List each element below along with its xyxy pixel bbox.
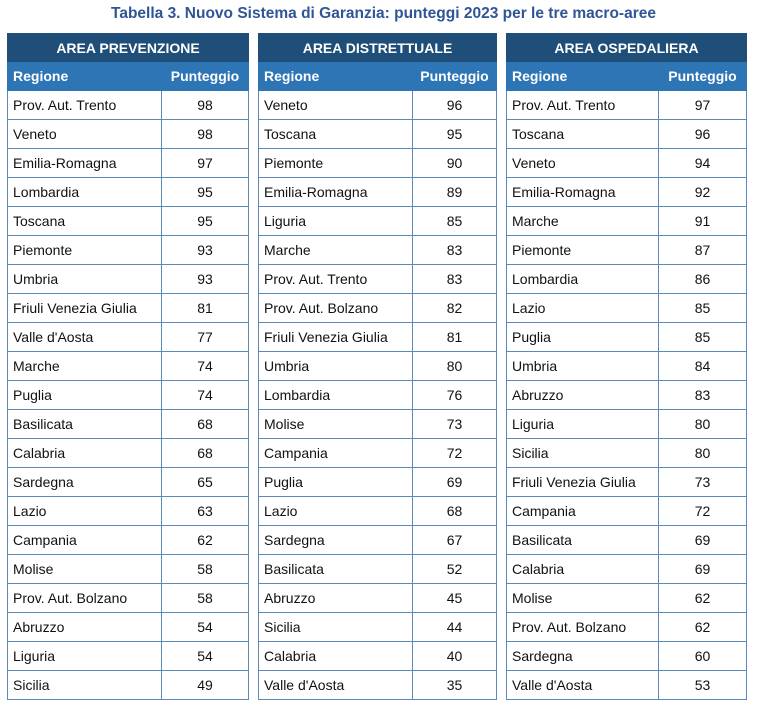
score-cell: 62 — [162, 526, 249, 555]
table-row — [8, 555, 249, 584]
score-cell: 85 — [659, 323, 747, 352]
region-cell: Umbria — [507, 352, 659, 381]
region-cell: Friuli Venezia Giulia — [507, 468, 659, 497]
region-cell: Marche — [8, 352, 162, 381]
region-cell: Veneto — [507, 149, 659, 178]
table-row — [259, 352, 497, 381]
table-row — [8, 526, 249, 555]
table-row — [259, 526, 497, 555]
region-cell: Liguria — [8, 642, 162, 671]
table-row — [507, 294, 747, 323]
table-row — [507, 207, 747, 236]
score-cell: 83 — [413, 265, 497, 294]
score-cell: 58 — [162, 555, 249, 584]
score-cell: 74 — [162, 381, 249, 410]
column-header-region: Regione — [507, 62, 659, 91]
score-cell: 90 — [413, 149, 497, 178]
region-cell: Basilicata — [507, 526, 659, 555]
table-row — [507, 613, 747, 642]
score-cell: 68 — [413, 497, 497, 526]
region-cell: Puglia — [8, 381, 162, 410]
score-cell: 81 — [413, 323, 497, 352]
score-cell: 98 — [162, 120, 249, 149]
region-cell: Sicilia — [8, 671, 162, 700]
region-cell: Sicilia — [259, 613, 413, 642]
score-cell: 52 — [413, 555, 497, 584]
table-row — [259, 613, 497, 642]
region-cell: Molise — [507, 584, 659, 613]
score-cell: 69 — [659, 526, 747, 555]
region-cell: Sicilia — [507, 439, 659, 468]
table-row — [259, 410, 497, 439]
table-row — [507, 236, 747, 265]
score-cell: 45 — [413, 584, 497, 613]
score-cell: 44 — [413, 613, 497, 642]
table-row — [8, 613, 249, 642]
score-cell: 93 — [162, 265, 249, 294]
table-row — [507, 91, 747, 120]
score-cell: 77 — [162, 323, 249, 352]
region-cell: Friuli Venezia Giulia — [259, 323, 413, 352]
table-row — [259, 439, 497, 468]
column-header-score: Punteggio — [659, 62, 747, 91]
table-row — [259, 120, 497, 149]
region-cell: Molise — [8, 555, 162, 584]
table-row — [8, 642, 249, 671]
score-cell: 73 — [413, 410, 497, 439]
column-header-score: Punteggio — [413, 62, 497, 91]
region-cell: Prov. Aut. Trento — [259, 265, 413, 294]
score-cell: 80 — [659, 410, 747, 439]
score-cell: 63 — [162, 497, 249, 526]
table-row — [507, 642, 747, 671]
region-cell: Basilicata — [8, 410, 162, 439]
region-cell: Molise — [259, 410, 413, 439]
score-cell: 87 — [659, 236, 747, 265]
table-row — [8, 91, 249, 120]
region-cell: Sardegna — [259, 526, 413, 555]
table-title: Tabella 3. Nuovo Sistema di Garanzia: punteggi 2023 per le tre macro-aree — [111, 5, 656, 22]
score-cell: 69 — [659, 555, 747, 584]
region-cell: Lazio — [507, 294, 659, 323]
score-cell: 91 — [659, 207, 747, 236]
table-row — [8, 294, 249, 323]
table-area-prevenzione — [7, 33, 249, 700]
table-row — [8, 323, 249, 352]
region-cell: Liguria — [259, 207, 413, 236]
score-cell: 69 — [413, 468, 497, 497]
table-row — [259, 265, 497, 294]
score-cell: 54 — [162, 613, 249, 642]
area-header: AREA DISTRETTUALE — [259, 34, 497, 62]
table-row — [507, 120, 747, 149]
table-row — [8, 265, 249, 294]
score-cell: 53 — [659, 671, 747, 700]
score-cell: 81 — [162, 294, 249, 323]
table-row — [507, 381, 747, 410]
region-cell: Valle d'Aosta — [507, 671, 659, 700]
region-cell: Marche — [259, 236, 413, 265]
region-cell: Basilicata — [259, 555, 413, 584]
region-cell: Umbria — [259, 352, 413, 381]
table-row — [8, 236, 249, 265]
table-row — [259, 294, 497, 323]
table-area-ospedaliera — [506, 33, 747, 700]
region-cell: Lombardia — [259, 381, 413, 410]
table-row — [507, 149, 747, 178]
score-cell: 60 — [659, 642, 747, 671]
score-cell: 95 — [162, 178, 249, 207]
table-row — [507, 671, 747, 700]
table-row — [8, 497, 249, 526]
column-header-score: Punteggio — [162, 62, 249, 91]
table-row — [507, 178, 747, 207]
table-row — [8, 207, 249, 236]
region-cell: Campania — [507, 497, 659, 526]
table-row — [507, 265, 747, 294]
table-row — [259, 497, 497, 526]
region-cell: Lombardia — [8, 178, 162, 207]
table-area-distrettuale — [258, 33, 497, 700]
score-cell: 85 — [413, 207, 497, 236]
region-cell: Lombardia — [507, 265, 659, 294]
table-row — [8, 671, 249, 700]
table-row — [259, 149, 497, 178]
score-cell: 67 — [413, 526, 497, 555]
area-header: AREA OSPEDALIERA — [507, 34, 747, 62]
region-cell: Sardegna — [8, 468, 162, 497]
score-cell: 80 — [659, 439, 747, 468]
table-row — [507, 439, 747, 468]
region-cell: Marche — [507, 207, 659, 236]
table-row — [259, 178, 497, 207]
score-cell: 96 — [659, 120, 747, 149]
score-cell: 49 — [162, 671, 249, 700]
table-row — [507, 584, 747, 613]
score-cell: 72 — [413, 439, 497, 468]
table-row — [259, 323, 497, 352]
score-cell: 84 — [659, 352, 747, 381]
region-cell: Friuli Venezia Giulia — [8, 294, 162, 323]
score-cell: 76 — [413, 381, 497, 410]
score-cell: 68 — [162, 410, 249, 439]
region-cell: Puglia — [507, 323, 659, 352]
table-row — [259, 468, 497, 497]
table-row — [507, 555, 747, 584]
table-row — [8, 468, 249, 497]
table-row — [259, 584, 497, 613]
score-cell: 65 — [162, 468, 249, 497]
region-cell: Abruzzo — [8, 613, 162, 642]
region-cell: Campania — [8, 526, 162, 555]
table-row — [8, 410, 249, 439]
table-row — [8, 584, 249, 613]
score-cell: 97 — [659, 91, 747, 120]
score-cell: 72 — [659, 497, 747, 526]
region-cell: Valle d'Aosta — [259, 671, 413, 700]
table-row — [8, 439, 249, 468]
region-cell: Piemonte — [8, 236, 162, 265]
region-cell: Veneto — [8, 120, 162, 149]
region-cell: Piemonte — [507, 236, 659, 265]
score-cell: 83 — [659, 381, 747, 410]
score-cell: 96 — [413, 91, 497, 120]
score-cell: 94 — [659, 149, 747, 178]
region-cell: Toscana — [8, 207, 162, 236]
score-cell: 68 — [162, 439, 249, 468]
region-cell: Lazio — [259, 497, 413, 526]
table-row — [507, 352, 747, 381]
table-row — [259, 555, 497, 584]
score-cell: 86 — [659, 265, 747, 294]
table-row — [8, 120, 249, 149]
region-cell: Liguria — [507, 410, 659, 439]
score-cell: 93 — [162, 236, 249, 265]
region-cell: Campania — [259, 439, 413, 468]
score-cell: 85 — [659, 294, 747, 323]
score-cell: 54 — [162, 642, 249, 671]
table-row — [259, 642, 497, 671]
score-cell: 74 — [162, 352, 249, 381]
score-cell: 83 — [413, 236, 497, 265]
area-header: AREA PREVENZIONE — [8, 34, 249, 62]
region-cell: Abruzzo — [259, 584, 413, 613]
table-row — [259, 671, 497, 700]
region-cell: Piemonte — [259, 149, 413, 178]
table-row — [8, 178, 249, 207]
table-row — [507, 468, 747, 497]
region-cell: Puglia — [259, 468, 413, 497]
region-cell: Prov. Aut. Bolzano — [507, 613, 659, 642]
score-cell: 73 — [659, 468, 747, 497]
region-cell: Toscana — [259, 120, 413, 149]
score-cell: 62 — [659, 613, 747, 642]
region-cell: Abruzzo — [507, 381, 659, 410]
score-cell: 82 — [413, 294, 497, 323]
table-row — [507, 410, 747, 439]
region-cell: Emilia-Romagna — [507, 178, 659, 207]
score-cell: 58 — [162, 584, 249, 613]
score-cell: 89 — [413, 178, 497, 207]
region-cell: Prov. Aut. Bolzano — [8, 584, 162, 613]
score-cell: 97 — [162, 149, 249, 178]
table-row — [259, 381, 497, 410]
region-cell: Emilia-Romagna — [259, 178, 413, 207]
table-row — [507, 526, 747, 555]
column-header-region: Regione — [8, 62, 162, 91]
region-cell: Veneto — [259, 91, 413, 120]
score-cell: 35 — [413, 671, 497, 700]
score-cell: 98 — [162, 91, 249, 120]
table-row — [507, 497, 747, 526]
region-cell: Prov. Aut. Trento — [507, 91, 659, 120]
table-row — [507, 323, 747, 352]
region-cell: Umbria — [8, 265, 162, 294]
score-cell: 95 — [413, 120, 497, 149]
region-cell: Toscana — [507, 120, 659, 149]
region-cell: Sardegna — [507, 642, 659, 671]
score-cell: 92 — [659, 178, 747, 207]
score-cell: 80 — [413, 352, 497, 381]
score-cell: 62 — [659, 584, 747, 613]
score-cell: 40 — [413, 642, 497, 671]
region-cell: Valle d'Aosta — [8, 323, 162, 352]
table-row — [8, 149, 249, 178]
region-cell: Lazio — [8, 497, 162, 526]
region-cell: Calabria — [8, 439, 162, 468]
region-cell: Calabria — [259, 642, 413, 671]
region-cell: Emilia-Romagna — [8, 149, 162, 178]
table-row — [259, 207, 497, 236]
region-cell: Prov. Aut. Trento — [8, 91, 162, 120]
region-cell: Prov. Aut. Bolzano — [259, 294, 413, 323]
table-row — [259, 236, 497, 265]
column-header-region: Regione — [259, 62, 413, 91]
table-row — [259, 91, 497, 120]
region-cell: Calabria — [507, 555, 659, 584]
table-row — [8, 352, 249, 381]
score-cell: 95 — [162, 207, 249, 236]
table-row — [8, 381, 249, 410]
